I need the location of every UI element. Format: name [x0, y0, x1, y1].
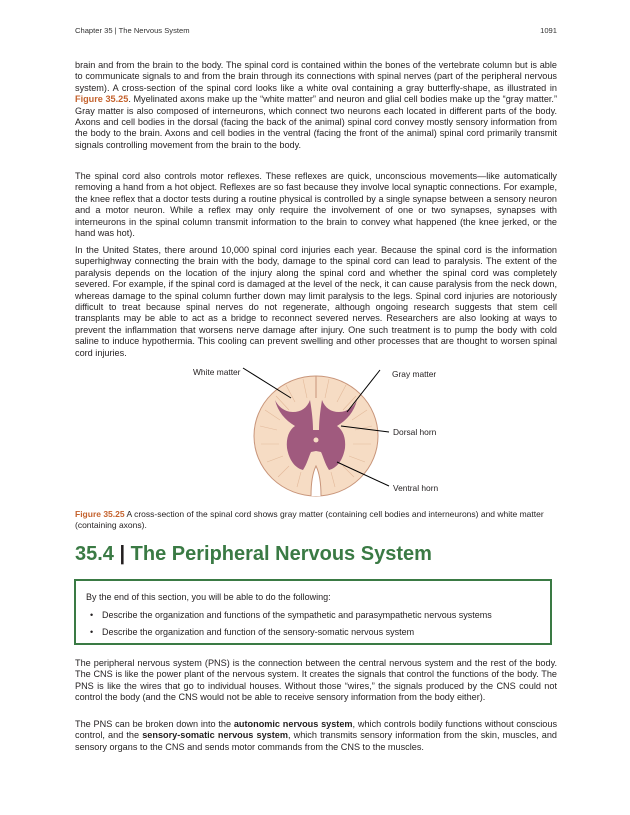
section-title-text: The Peripheral Nervous System — [130, 543, 432, 565]
chapter-title: Chapter 35 | The Nervous System — [75, 26, 190, 35]
key-term: autonomic nervous system — [233, 719, 353, 729]
label-gray-matter: Gray matter — [392, 369, 437, 379]
key-term: sensory-somatic nervous system — [142, 730, 288, 741]
paragraph-text: , which transmits sensory information from the skin, muscles, and sensory organs to the CNS and sends motor commands from the CNS to the muscles. — [75, 730, 557, 752]
paragraph-text: . Myelinated axons make up the “white matter” and neuron and glial cell bodies make up the “gray matter.” Gray matter is also composed of interneurons, which connect two neurons each located in different parts of the body. Axons and cell bodies in the dorsal (facing the back of the animal) spinal cord convey mostly sensory information from the body to the brain. Axons and cell bodies in the ventral (facing the front of the animal) spinal cord primarily transmit signals controlling movement from the brain to the body. — [75, 94, 558, 150]
section-heading — [75, 543, 432, 566]
label-ventral-horn: Ventral horn — [393, 483, 439, 493]
paragraph-pns-divisions — [75, 719, 557, 753]
leader-white-matter — [243, 368, 291, 398]
page-header — [75, 26, 557, 38]
paragraph-text: brain and from the brain to the body. The spinal cord is contained within the bones of the vertebrate column but is able to communicate signals to and from the brain through its connections with spinal nerves (part of the peripheral nervous system). A cross-section of the spinal cord looks like a white oval containing a gray butterfly-shape, as illustrated in — [75, 60, 557, 93]
spinal-cord-cross-section — [75, 360, 557, 505]
learning-objectives-box — [74, 579, 552, 645]
paragraph-pns-intro: The peripheral nervous system (PNS) is the connection between the central nervous system and the rest of the body. The CNS is like the power plant of the nervous system. It creates the signals that control the functions of the body. The PNS is like the wires that go to individual houses. Without those “wires,” the signals produced by the CNS could not control the body (and the CNS would not be able to receive sensory information from the body either). — [75, 658, 557, 703]
section-number: 35.4 — [75, 543, 114, 565]
caption-figure-number: Figure 35.25 — [75, 509, 125, 519]
caption-text: A cross-section of the spinal cord shows gray matter (containing cell bodies and interneurons) and white matter (containing axons). — [75, 509, 544, 530]
paragraph-spinal-cord — [75, 60, 557, 151]
spinal-cord-figure — [75, 360, 557, 505]
figure-caption — [75, 509, 557, 531]
label-white-matter: White matter — [193, 367, 241, 377]
figure-link[interactable]: Figure 35.25 — [75, 94, 129, 105]
list-item — [88, 610, 492, 627]
label-dorsal-horn: Dorsal horn — [393, 427, 437, 437]
bullet-icon: • — [90, 627, 94, 637]
objective-text: Describe the organization and function of the sensory-somatic nervous system — [102, 627, 415, 637]
objectives-list — [88, 610, 492, 644]
central-canal — [314, 438, 319, 443]
paragraph-text: The PNS can be broken down into the — [75, 719, 234, 729]
page-number: 1091 — [540, 26, 557, 35]
bullet-icon: • — [90, 610, 94, 620]
objectives-intro: By the end of this section, you will be able to do the following: — [86, 592, 331, 602]
paragraph-text: , which controls bodily functions without conscious control, and the — [75, 719, 558, 741]
list-item — [88, 627, 492, 644]
paragraph-reflexes: The spinal cord also controls motor reflexes. These reflexes are quick, unconscious movements—like automatically removing a hand from a hot object. Reflexes are so fast because they involve local synaptic connections. For example, the knee reflex that a doctor tests during a routine physical is controlled by a single synapse between a sensory neuron and a motor neuron. While a reflex may only require the involvement of one or two synapses, synapses with interneurons in the spinal column transmit information to the brain to convey what happened (the knee jerked, or the hand was hot). — [75, 171, 557, 239]
section-separator: | — [113, 543, 131, 565]
objective-text: Describe the organization and functions of the sympathetic and parasympathetic nervous systems — [102, 610, 492, 620]
paragraph-injuries: In the United States, there around 10,000 spinal cord injuries each year. Because the spinal cord is the information superhighway connecting the brain with the body, damage to the spinal cord can lead to paralysis. The extent of the paralysis depends on the location of the injury along the spinal cord and whether the spinal cord was completely severed. For example, if the spinal cord is damaged at the level of the neck, it can cause paralysis from the neck down, whereas damage to the spinal column further down may limit paralysis to the legs. Spinal cord injuries are notoriously difficult to treat because spinal nerves do not regenerate, although ongoing research suggests that stem cell transplants may be able to act as a bridge to reconnect severed nerves. Researchers are also looking at ways to prevent the inflammation that worsens nerve damage after injury. One such treatment is to pump the body with cold saline to induce hypothermia. This cooling can prevent swelling and other processes that are thought to worsen spinal cord injuries. — [75, 245, 557, 358]
